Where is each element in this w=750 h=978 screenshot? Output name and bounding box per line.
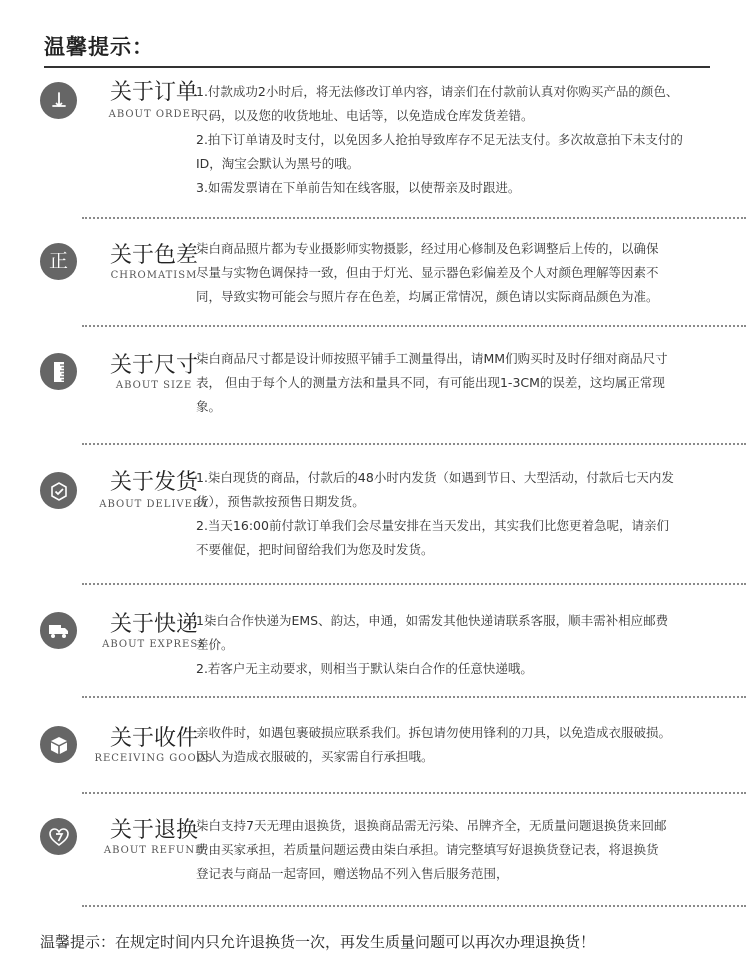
body-line: 亲收件时，如遇包裹破损应联系我们。拆包请勿使用锋利的刀具，以免造成衣服破损。 <box>196 725 672 740</box>
section-subtitle: ABOUT DELIVERY <box>99 499 209 510</box>
section-subtitle: ABOUT ORDER <box>108 109 200 120</box>
body-line: 3.如需发票请在下单前告知在线客服，以使帮亲及时跟进。 <box>196 180 521 195</box>
body-line: 象。 <box>196 399 222 414</box>
body-line: 2.当天16:00前付款订单我们会尽量安排在当天发出，其实我们比您更着急呢，请亲们 <box>196 518 669 533</box>
body-line: 1.柒白现货的商品，付款后的48小时内发货（如遇到节日、大型活动，付款后七天内发 <box>196 470 674 485</box>
body-line: 1柒白合作快递为EMS、韵达，申通，如需发其他快递请联系客服，顺丰需补相应邮费 <box>196 613 669 628</box>
body-line: 尺码，以及您的收货地址、电话等，以免造成仓库发货差错。 <box>196 108 534 123</box>
body-line: 因人为造成衣服破的，买家需自行承担哦。 <box>196 749 434 764</box>
section-body <box>196 237 710 309</box>
body-line: 1.付款成功2小时后，将无法修改订单内容，请亲们在付款前认真对你购买产品的颜色、 <box>196 84 679 99</box>
footer-notice: 温馨提示：在规定时间内只允许退换货一次，再发生质量问题可以再次办理退换货！ <box>40 933 596 951</box>
section-title: 关于尺寸 <box>109 353 198 378</box>
body-line: 差价。 <box>196 637 234 652</box>
icon-glyph: 正 <box>48 250 68 272</box>
section-subtitle: ABOUT SIZE <box>115 380 193 391</box>
section-title: 关于收件 <box>109 726 198 751</box>
page-header <box>44 30 710 64</box>
box-icon <box>40 726 77 763</box>
body-line: 货），预售款按预售日期发货。 <box>196 494 365 509</box>
section-title: 关于色差 <box>109 243 198 268</box>
section-subtitle: ABOUT REFUND <box>103 845 205 856</box>
header-divider <box>44 66 710 68</box>
section-title: 关于发货 <box>109 470 198 495</box>
page-title: 温馨提示： <box>44 35 154 59</box>
body-line: 柒白商品尺寸都是设计师按照平铺手工测量得出，请MM们购买时及时仔细对商品尺寸 <box>196 351 668 366</box>
dotted-divider <box>82 217 746 219</box>
truck-icon <box>40 612 77 649</box>
section-body <box>196 721 710 769</box>
body-line: 尽量与实物色调保持一致，但由于灯光、显示器色彩偏差及个人对颜色理解等因素不 <box>196 265 659 280</box>
order-arrow-icon <box>40 82 77 119</box>
section-body <box>196 466 710 562</box>
body-line: 表， 但由于每个人的测量方法和量具不同，有可能出现1-3CM的误差，这均属正常现 <box>196 375 665 390</box>
zheng-character-icon <box>40 243 77 280</box>
dotted-divider <box>82 443 746 445</box>
dotted-divider <box>82 792 746 794</box>
body-line: 柒白商品照片都为专业摄影师实物摄影，经过用心修制及色彩调整后上传的，以确保 <box>196 241 659 256</box>
body-line: 登记表与商品一起寄回，赠送物品不列入售后服务范围， <box>196 866 509 881</box>
section-body <box>196 609 710 681</box>
dotted-divider <box>82 696 746 698</box>
body-line: 不要催促，把时间留给我们为您及时发货。 <box>196 542 434 557</box>
dotted-divider <box>82 905 746 907</box>
section-title: 关于快递 <box>109 612 198 637</box>
section-title: 关于订单 <box>109 80 198 105</box>
body-line: 费由买家承担，若质量问题运费由柒白承担。请完整填写好退换货登记表，将退换货 <box>196 842 659 857</box>
body-line: 2.拍下订单请及时支付，以免因多人抢拍导致库存不足无法支付。多次故意拍下未支付的 <box>196 132 683 147</box>
package-check-icon <box>40 472 77 509</box>
section-title: 关于退换 <box>109 818 198 843</box>
heart-seven-icon <box>40 818 77 855</box>
dotted-divider <box>82 325 746 327</box>
section-subtitle: RECEIVING GOODS <box>94 753 214 764</box>
body-line: ID，淘宝会默认为黑号的哦。 <box>196 156 360 171</box>
dotted-divider <box>82 583 746 585</box>
section-body <box>196 80 710 200</box>
section-body <box>196 814 710 886</box>
body-line: 柒白支持7天无理由退换货，退换商品需无污染、吊牌齐全，无质量问题退换货来回邮 <box>196 818 667 833</box>
section-body <box>196 347 710 419</box>
ruler-icon <box>40 353 77 390</box>
body-line: 同，导致实物可能会与照片存在色差，均属正常情况，颜色请以实际商品颜色为准。 <box>196 289 659 304</box>
section-subtitle: CHROMATISM <box>110 270 198 281</box>
section-subtitle: ABOUT EXPRESS <box>102 639 206 650</box>
body-line: 2.若客户无主动要求，则相当于默认柒白合作的任意快递哦。 <box>196 661 533 676</box>
